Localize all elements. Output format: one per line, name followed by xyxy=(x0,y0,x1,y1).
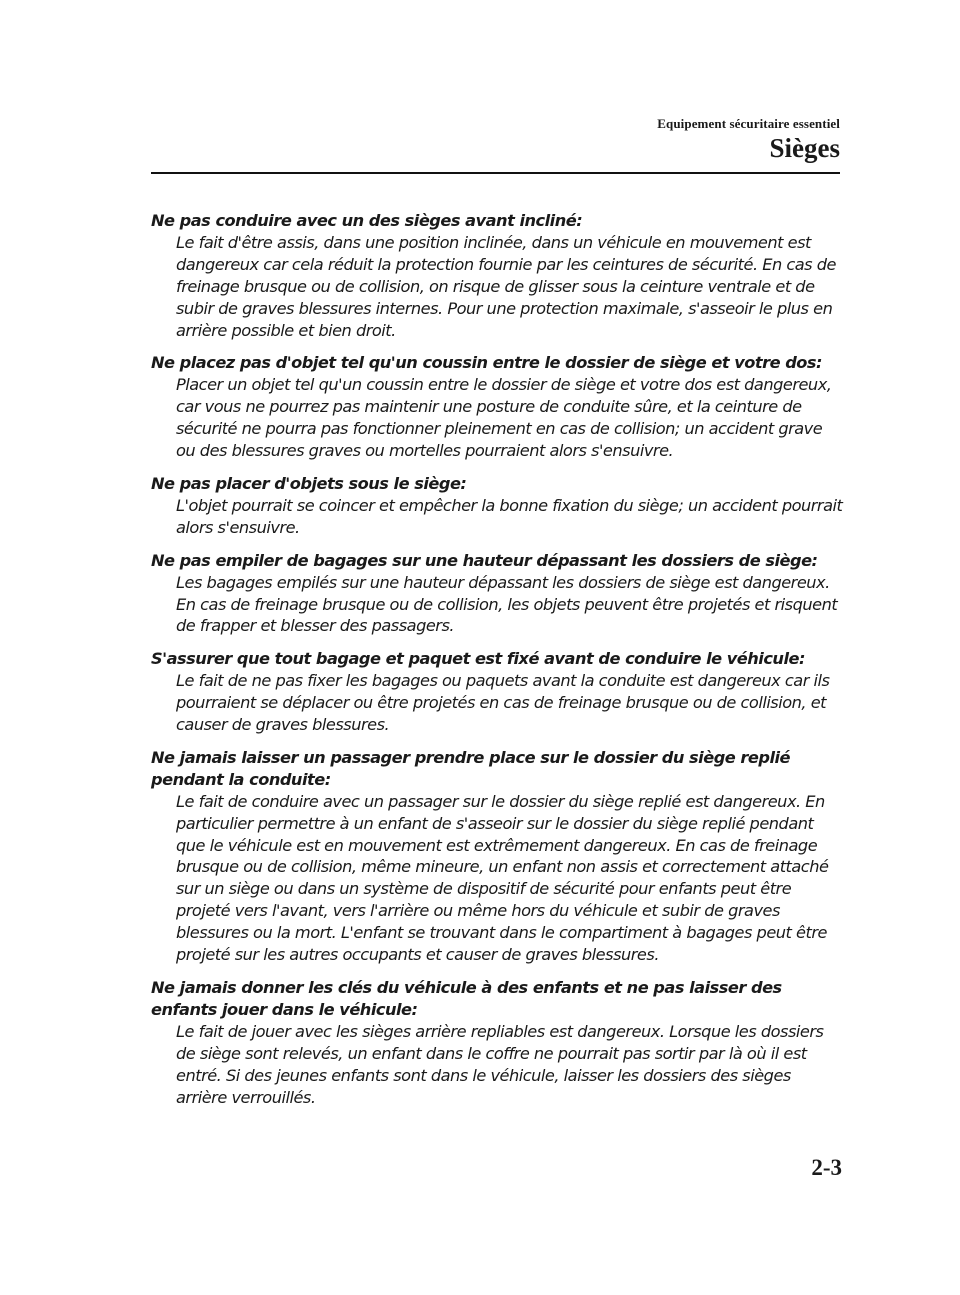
warning-heading: Ne placez pas d'objet tel qu'un coussin entre le dossier de siège et votre dos: xyxy=(151,353,823,373)
warning-item xyxy=(151,210,843,341)
warning-item xyxy=(151,550,843,638)
warning-item xyxy=(151,473,843,539)
warning-body: Les bagages empilés sur une hauteur dépassant les dossiers de siège est dangereux. En cas de freinage brusque ou de collision, les objets peuvent être projetés et risquent de frapper et blesser des passagers. xyxy=(176,572,838,636)
warning-item xyxy=(151,977,843,1108)
warnings-content xyxy=(151,210,843,1119)
header-divider xyxy=(151,172,840,174)
warning-item xyxy=(151,352,843,462)
warning-heading: Ne pas placer d'objets sous le siège: xyxy=(151,473,467,493)
warning-heading: Ne jamais donner les clés du véhicule à des enfants et ne pas laisser des enfants jouer dans le véhicule: xyxy=(151,978,782,1019)
warning-item xyxy=(151,747,843,966)
warning-heading: S'assurer que tout bagage et paquet est fixé avant de conduire le véhicule: xyxy=(151,649,805,669)
page-title: Sièges xyxy=(769,133,840,163)
warning-heading: Ne jamais laisser un passager prendre place sur le dossier du siège replié pendant la conduite: xyxy=(151,747,791,789)
page-header xyxy=(657,116,840,164)
warning-body: Le fait de ne pas fixer les bagages ou paquets avant la conduite est dangereux car ils pourraient se déplacer ou être projetés en cas de freinage brusque ou de collision, et causer de graves blessures. xyxy=(176,671,830,735)
page-number: 2-3 xyxy=(811,1155,842,1180)
warning-body: Le fait de jouer avec les sièges arrière repliables est dangereux. Lorsque les dossiers de siège sont relevés, un enfant dans le coffre ne pourrait pas sortir par là où il est entré. Si des jeunes enfants sont dans le véhicule, laisser les dossiers des sièges arrière verrouillés. xyxy=(176,1021,824,1107)
warning-heading: Ne pas empiler de bagages sur une hauteur dépassant les dossiers de siège: xyxy=(151,550,818,570)
warning-body: L'objet pourrait se coincer et empêcher la bonne fixation du siège; un accident pourrait alors s'ensuivre. xyxy=(176,495,843,537)
warning-body: Placer un objet tel qu'un coussin entre le dossier de siège et votre dos est dangereux, car vous ne pourrez pas maintenir une posture de conduite sûre, et la ceinture de sécurité ne pourra pas fonctionner pleinement en cas de collision; un accident grave ou des blessures graves ou mortelles pourraient alors s'ensuivre. xyxy=(176,375,832,461)
warning-body: Le fait de conduire avec un passager sur le dossier du siège replié est dangereux. En particulier permettre à un enfant de s'asseoir sur le dossier du siège replié pendant que le véhicule est en mouvement est extrêmement dangereux. En cas de freinage brusque ou de collision, même mineure, un enfant non assis et correctement attaché sur un siège ou dans un système de dispositif de sécurité pour enfants peut être projeté vers l'avant, vers l'arrière ou même hors du véhicule et subir de graves blessures ou la mort. L'enfant se trouvant dans le compartiment à bagages peut être projeté sur les autres occupants et causer de graves blessures. xyxy=(176,791,829,965)
warning-item xyxy=(151,648,843,736)
section-label: Equipement sécuritaire essentiel xyxy=(657,116,840,131)
warning-heading: Ne pas conduire avec un des sièges avant incliné: xyxy=(151,211,583,230)
warning-body: Le fait d'être assis, dans une position inclinée, dans un véhicule en mouvement est dangereux car cela réduit la protection fournie par les ceintures de sécurité. En cas de freinage brusque ou de collision, on risque de glisser sous la ceinture ventrale et de subir de graves blessures internes. Pour une protection maximale, s'asseoir le plus en arrière possible et bien droit. xyxy=(176,232,836,340)
